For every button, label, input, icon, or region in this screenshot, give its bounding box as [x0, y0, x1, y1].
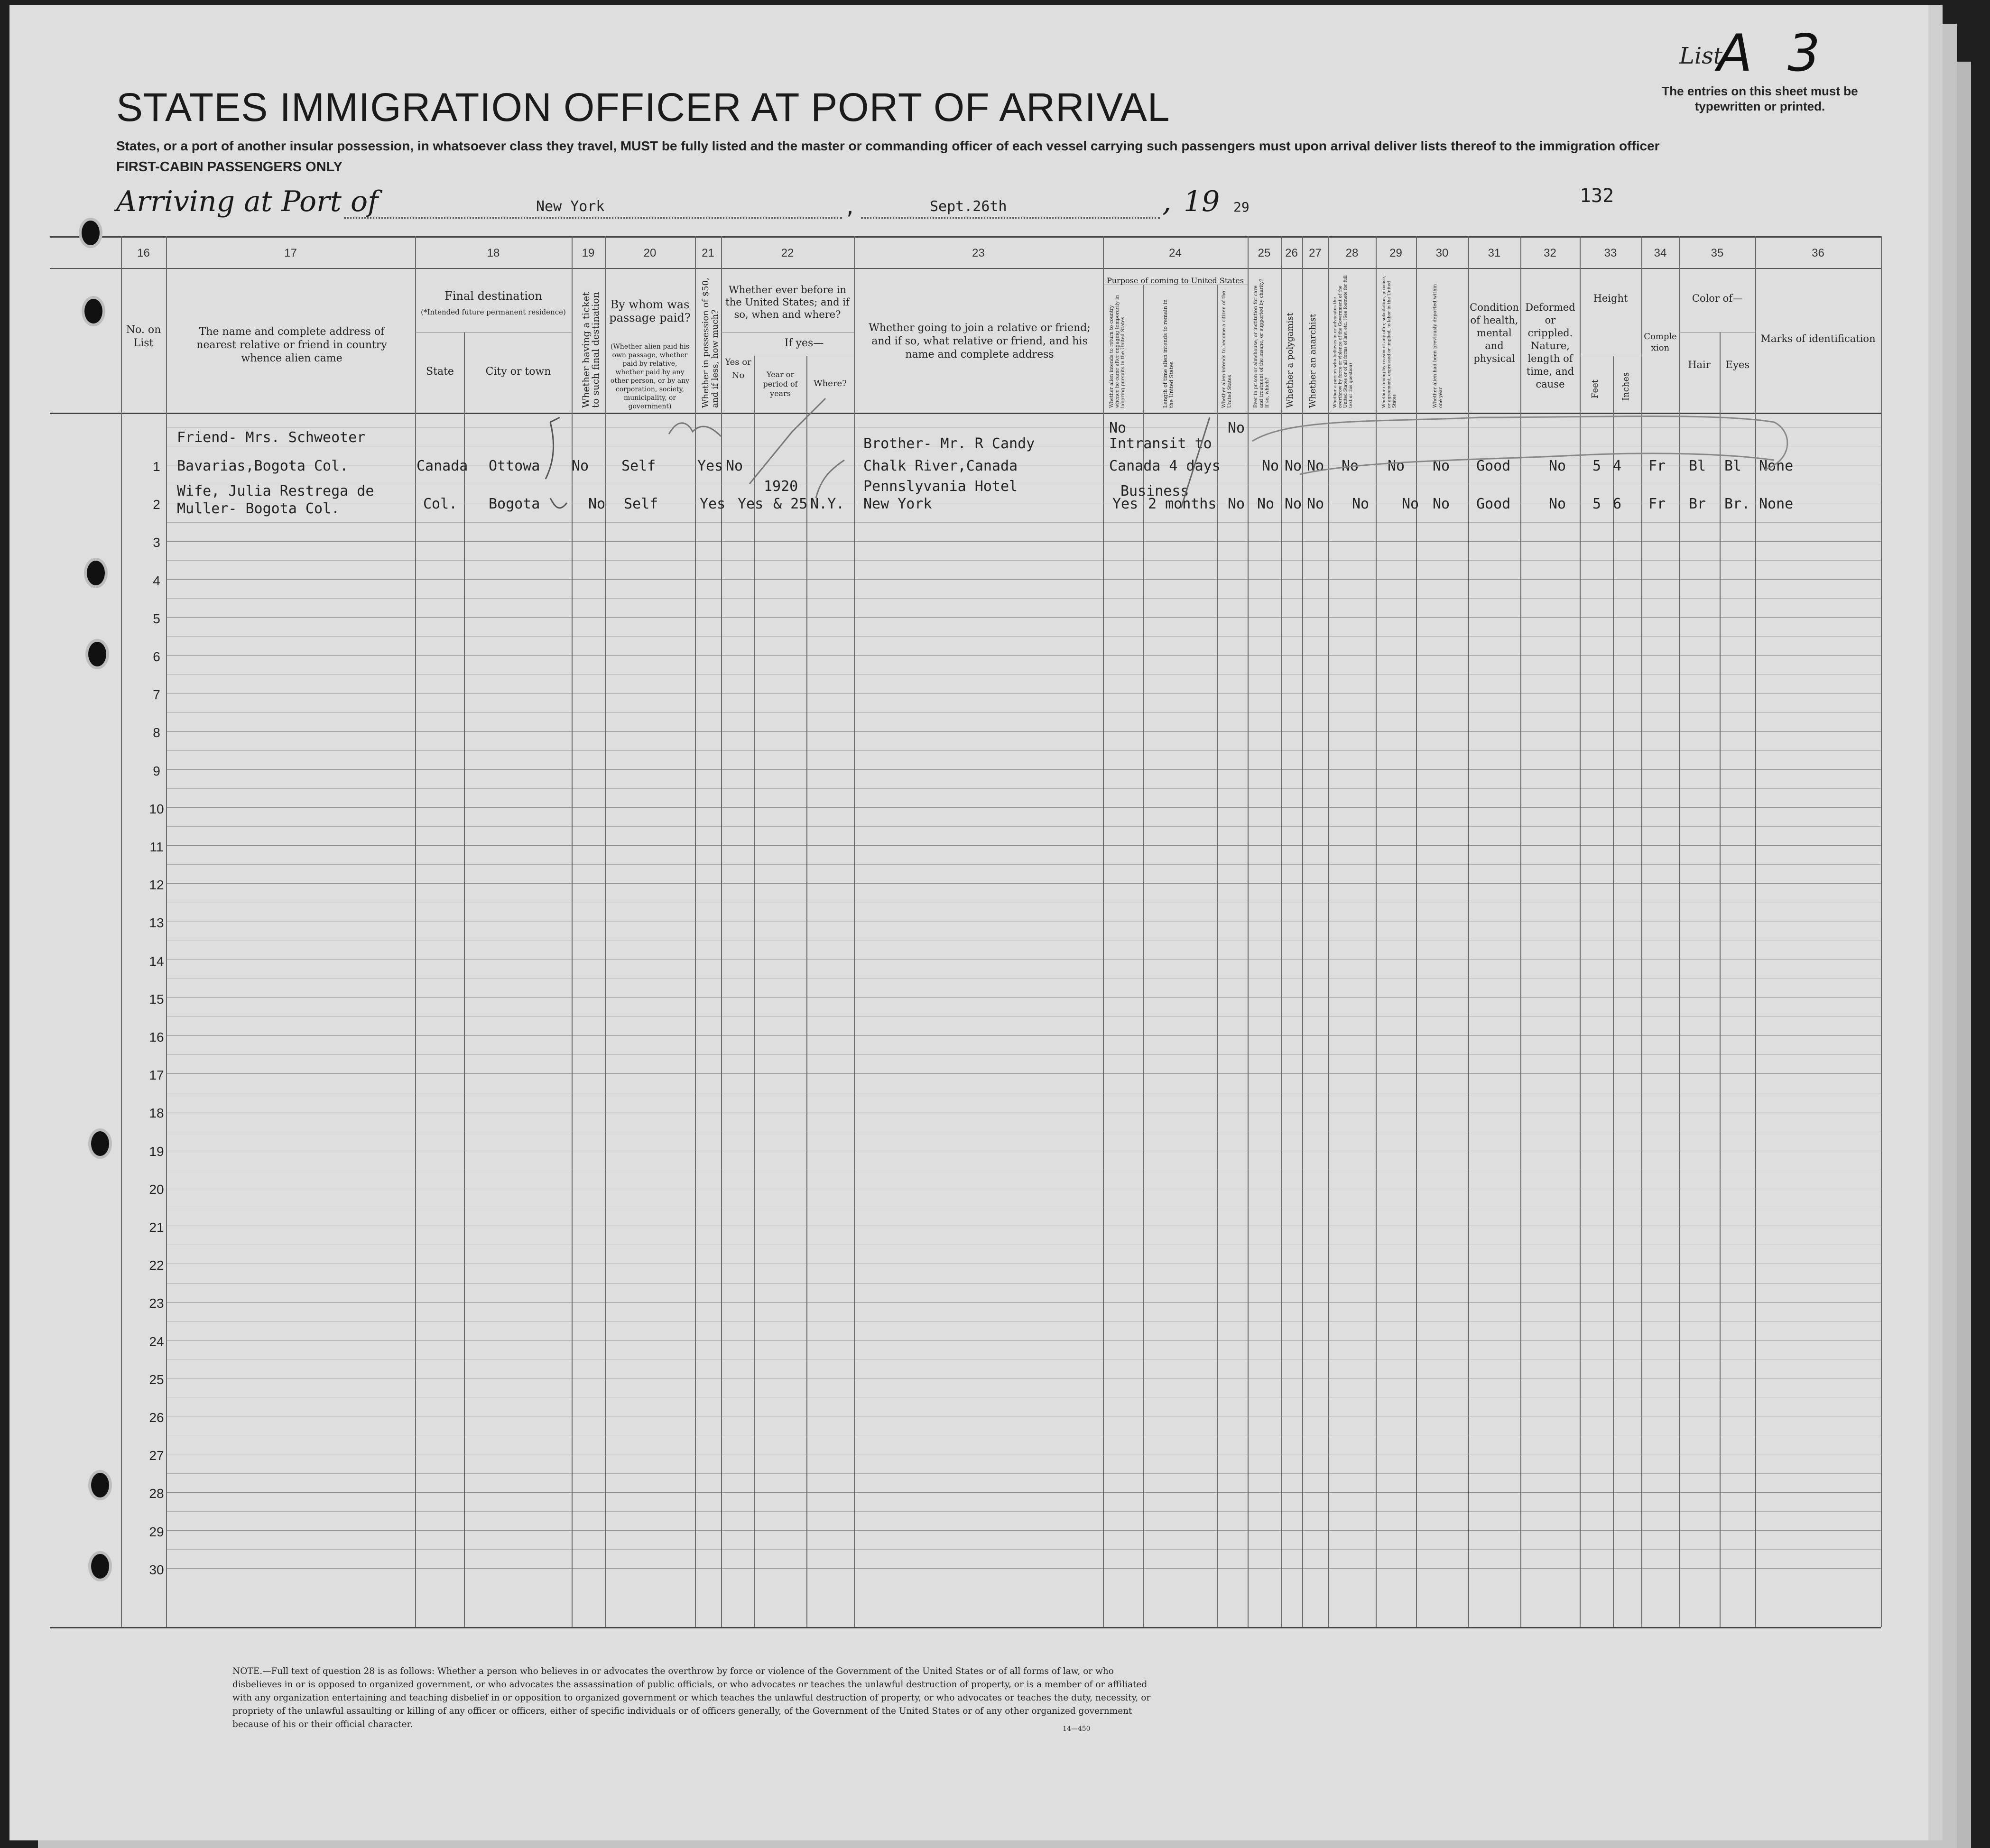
hdr-ticket: Whether having a ticket to such final destination: [580, 292, 601, 408]
row-number: 20: [149, 1182, 164, 1197]
row-number: 9: [153, 763, 160, 778]
hdr-height: Height: [1593, 293, 1628, 304]
row2-return-top: Yes: [1112, 496, 1138, 512]
entries-note: The entries on this sheet must be typewritten or printed.: [1662, 84, 1858, 113]
colnum-25: 25: [1258, 247, 1271, 259]
hdr-hair: Hair: [1688, 359, 1711, 370]
hdr-state: State: [426, 366, 454, 378]
hdr-inches: Inches: [1621, 372, 1631, 401]
row1-polygamist: No: [1285, 458, 1302, 474]
manifest-sheet: [9, 5, 1928, 1840]
punch-hole: [82, 221, 100, 245]
row1-q28: No: [1342, 458, 1359, 474]
row1-inches: 4: [1613, 458, 1622, 474]
row2-q28: No: [1352, 496, 1370, 512]
row2-complexion: Fr: [1648, 496, 1666, 512]
hdr-final-destination-note: (*Intended future permanent residence): [421, 308, 566, 316]
hdr-year: Year or period of years: [763, 370, 798, 398]
row2-join-line0: Pennslyvania Hotel: [863, 478, 1018, 495]
colnum-19: 19: [582, 247, 595, 259]
row1-join-line1: Chalk River,Canada: [863, 458, 1018, 474]
hdr-labor: Whether coming by reason of any offer, solicitation, promise, or agreement, expressed or implied, to labor in the United States: [1382, 276, 1397, 408]
row1-relative-line1: Bavarias,Bogota Col.: [177, 458, 349, 474]
row-number: 5: [153, 611, 160, 626]
hdr-join-relative: Whether going to join a relative or friend; and if so, what relative or friend, and his name and complete address: [869, 322, 1091, 360]
hdr-purpose: Purpose of coming to United States: [1107, 276, 1244, 285]
hdr-before-in-us: Whether ever before in the United States; and if so, when and where?: [725, 284, 850, 320]
row2-deformed: No: [1549, 496, 1566, 512]
hdr-money: Whether in possession of $50, and if less, how much?: [701, 277, 720, 408]
colnum-30: 30: [1435, 247, 1449, 259]
row-number: 29: [149, 1524, 164, 1539]
hdr-polygamist: Whether a polygamist: [1285, 313, 1295, 408]
row2-hair: Br: [1689, 496, 1706, 512]
row1-join-line0: Brother- Mr. R Candy: [863, 435, 1035, 452]
row2-feet: 5: [1592, 496, 1601, 512]
row-number: 7: [153, 687, 160, 702]
colnum-28: 28: [1345, 247, 1359, 259]
row1-health: Good: [1476, 458, 1511, 474]
row2-state: Col.: [423, 496, 458, 512]
row-number: 11: [149, 840, 164, 854]
handwritten-marks: [9, 5, 1928, 1840]
row1-relative-line0: Friend- Mrs. Schweoter: [177, 429, 366, 446]
row-number: 23: [149, 1296, 164, 1311]
colnum-26: 26: [1285, 247, 1298, 259]
row2-length: 2 months: [1148, 496, 1217, 512]
row1-marks: None: [1759, 458, 1794, 474]
row2-purpose-top: Business: [1120, 483, 1189, 499]
hdr-length: Length of time alien intends to remain in the United States: [1162, 299, 1175, 408]
row2-money: Yes: [700, 496, 726, 512]
row-number: 15: [149, 991, 164, 1007]
hdr-passage-paid: By whom was passage paid?: [609, 298, 691, 324]
row1-transit-line1: Canada 4 days: [1109, 458, 1221, 474]
hdr-citizen: Whether alien intends to become a citizen of the United States: [1222, 291, 1232, 408]
row1-anarchist: No: [1307, 458, 1324, 474]
row1-city: Ottowa: [489, 458, 540, 474]
row1-deported: No: [1433, 458, 1450, 474]
date-comma-1: ,: [844, 197, 856, 219]
row-number: 18: [149, 1106, 164, 1121]
row-number: 19: [149, 1144, 164, 1159]
row1-state: Canada: [417, 458, 468, 474]
colnum-17: 17: [284, 247, 297, 259]
row2-eyes: Br.: [1724, 496, 1750, 512]
list-value: A 3: [1717, 24, 1830, 83]
year-comma: ,: [1162, 185, 1172, 218]
hdr-complexion: Complexion: [1644, 332, 1677, 353]
hdr-feet: Feet: [1590, 379, 1600, 398]
punch-hole: [87, 561, 105, 585]
row1-labor: No: [1388, 458, 1405, 474]
row2-prison: No: [1257, 496, 1275, 512]
row-number: 10: [149, 801, 164, 816]
row-number: 8: [153, 725, 160, 740]
row2-relative-line1: Muller- Bogota Col.: [177, 500, 340, 517]
page-number: 132: [1580, 185, 1614, 207]
punch-hole: [91, 1131, 109, 1156]
hdr-where: Where?: [814, 379, 847, 388]
row-number: 26: [149, 1410, 164, 1425]
row1-deformed: No: [1549, 458, 1566, 474]
colnum-21: 21: [702, 247, 714, 259]
year-prefix: 19: [1184, 185, 1220, 218]
row1-prison: No: [1262, 458, 1279, 474]
hdr-return: Whether alien intends to return to country whence he came after engaging temporarily in laboring pursuits in the United States: [1109, 295, 1126, 408]
hdr-yes-no: Yes or No: [725, 357, 751, 380]
colnum-35: 35: [1711, 247, 1724, 259]
row2-polygamist: No: [1285, 496, 1302, 512]
colnum-33: 33: [1604, 247, 1617, 259]
row-number: 4: [153, 573, 160, 588]
hdr-health: Condition of health, mental and physical: [1470, 302, 1519, 364]
hdr-final-destination: Final destination: [444, 289, 542, 303]
row2-health: Good: [1476, 496, 1511, 512]
colnum-24: 24: [1169, 247, 1182, 259]
row-number: 6: [153, 649, 160, 664]
row-number: 21: [149, 1220, 164, 1235]
hdr-relative: The name and complete address of nearest relative or friend in country whence alien came: [196, 326, 387, 364]
row2-year-top: 1920: [764, 478, 798, 495]
row1-ticket: No: [572, 458, 589, 474]
colnum-31: 31: [1488, 247, 1501, 259]
row-number: 27: [149, 1448, 164, 1463]
row-number: 25: [149, 1372, 164, 1387]
hdr-color-of: Color of—: [1692, 293, 1743, 304]
row2-citizen-top: No: [1228, 496, 1245, 512]
date-value: Sept.26th: [930, 198, 1007, 215]
row2-relative-line0: Wife, Julia Restrega de: [177, 483, 374, 499]
row1-feet: 5: [1592, 458, 1601, 474]
colnum-32: 32: [1544, 247, 1556, 259]
year-suffix: 29: [1233, 199, 1250, 215]
hdr-q28: Whether a person who believes in or advocates the overthrow by force or violence of the Government of the United States or of all forms of law, etc. (See footnote for full text of this question): [1333, 275, 1353, 408]
hdr-no-on-list: No. on List: [126, 324, 161, 349]
footnote: NOTE.—Full text of question 28 is as follows: Whether a person who believes in or advocates the overthrow by force or violence of the Government of the United States or of all forms of law, or who disbelieves in or is opposed to organized government, or who advocates the assassination of public officials, or who advocates or teaches the unlawful destruction of property, or is a member of or affiliated with any organization entertaining and teaching disbelief in or opposition to organized government or which teaches the unlawful destruction of property, or who advocates or teaches the duty, necessity, or propriety of the unlawful assaulting or killing of any officer or officers, either of specific individuals or of officers generally, of the Government of the United States or of any other organized government because of his or their official character.: [232, 1666, 1151, 1729]
hdr-if-yes: If yes—: [784, 337, 824, 349]
row1-return-top: No: [1109, 420, 1127, 436]
port-value: New York: [536, 198, 605, 215]
row2-city: Bogota: [489, 496, 540, 512]
row1-eyes: Bl: [1724, 458, 1742, 474]
row-number: 3: [153, 535, 160, 550]
colnum-22: 22: [781, 247, 794, 259]
row2-deported: No: [1433, 496, 1450, 512]
colnum-23: 23: [972, 247, 985, 259]
row2-join-line1: New York: [863, 496, 932, 512]
class-line: FIRST-CABIN PASSENGERS ONLY: [116, 159, 342, 175]
punch-hole: [84, 299, 102, 323]
row2-inches: 6: [1613, 496, 1622, 512]
row-number: 22: [149, 1258, 164, 1273]
page-title: STATES IMMIGRATION OFFICER AT PORT OF ARRIVAL: [116, 85, 1170, 129]
row2-marks: None: [1759, 496, 1794, 512]
row-number: 28: [149, 1486, 164, 1501]
hdr-anarchist: Whether an anarchist: [1308, 314, 1318, 408]
row-number: 16: [149, 1030, 164, 1044]
row2-labor: No: [1402, 496, 1419, 512]
arriving-label: Arriving at Port of: [116, 185, 379, 218]
row1-complexion: Fr: [1648, 458, 1666, 474]
row2-ticket: No: [588, 496, 606, 512]
row2-paid-by: Self: [624, 496, 658, 512]
row-number: 1: [153, 459, 160, 474]
colnum-18: 18: [487, 247, 500, 259]
row1-transit-line0: Intransit to: [1109, 435, 1212, 452]
hdr-marks: Marks of identification: [1760, 333, 1876, 344]
punch-hole: [91, 1554, 109, 1579]
row-number: 30: [149, 1562, 164, 1577]
colnum-29: 29: [1389, 247, 1402, 259]
colnum-16: 16: [137, 247, 150, 259]
row-number: 14: [149, 953, 164, 969]
hdr-deported: Whether alien had been previously deported within one year: [1433, 284, 1444, 408]
colnum-34: 34: [1654, 247, 1667, 259]
row-number: 24: [149, 1334, 164, 1349]
row1-before: No: [726, 458, 743, 474]
punch-hole: [88, 642, 106, 666]
row2-year: & 25: [773, 496, 808, 512]
punch-hole: [91, 1473, 109, 1497]
hdr-passage-paid-note: (Whether alien paid his own passage, whether paid by relative, whether paid by any other person, or by any corporation, society, municipality, or government): [610, 343, 690, 410]
colnum-36: 36: [1812, 247, 1824, 259]
row2-where: N.Y.: [810, 496, 845, 512]
hdr-eyes: Eyes: [1725, 359, 1750, 370]
hdr-city: City or town: [485, 366, 551, 378]
row1-citizen-top: No: [1228, 420, 1245, 436]
row-number: 2: [153, 497, 160, 512]
row1-hair: Bl: [1689, 458, 1706, 474]
hdr-deformed: Deformed or crippled. Nature, length of time, and cause: [1525, 302, 1575, 390]
row-number: 13: [149, 915, 164, 931]
colnum-27: 27: [1309, 247, 1322, 259]
form-number: 14—450: [1063, 1725, 1091, 1733]
row-number: 12: [149, 878, 164, 893]
colnum-20: 20: [643, 247, 657, 259]
row2-anarchist: No: [1307, 496, 1324, 512]
row1-money: Yes: [697, 458, 723, 474]
instructions-line: States, or a port of another insular possession, in whatsoever class they travel, MUST be fully listed and the master or commanding officer of each vessel carrying such passengers must upon arrival deliver lists thereof to the immigration officer: [116, 139, 1660, 153]
list-label: List: [1679, 43, 1723, 69]
row2-before: Yes: [738, 496, 764, 512]
hdr-prison: Ever in prison or almshouse, or institution for care and treatment of the insane, or supported by charity? If so, which?: [1253, 278, 1270, 408]
row-number: 17: [149, 1068, 164, 1083]
row1-paid-by: Self: [621, 458, 656, 474]
